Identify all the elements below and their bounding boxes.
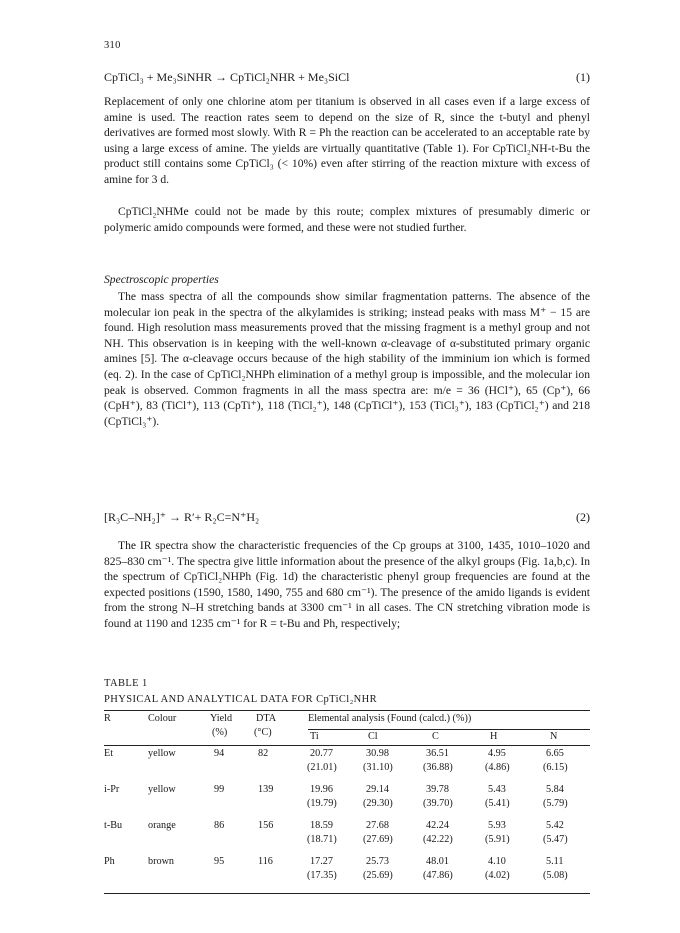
cell-calcd: (17.35) [307, 870, 337, 881]
cell-calcd: (5.47) [543, 834, 568, 845]
cell-calcd: (39.70) [423, 798, 453, 809]
cell-found: 39.78 [426, 784, 449, 795]
cell-found: 25.73 [366, 856, 389, 867]
equation-2-number: (2) [576, 510, 590, 524]
cell-calcd: (18.71) [307, 834, 337, 845]
header-elemental: Elemental analysis (Found (calcd.) (%)) [308, 713, 472, 724]
cell-calcd: (25.69) [363, 870, 393, 881]
cell-found: 5.84 [546, 784, 564, 795]
cell-r: Ph [104, 856, 115, 867]
cell-dta: 82 [258, 748, 269, 759]
cell-found: 18.59 [310, 820, 333, 831]
cell-colour: yellow [148, 784, 176, 795]
cell-found: 4.95 [488, 748, 506, 759]
header-dta-unit: (°C) [254, 727, 272, 738]
header-dta: DTA [256, 713, 277, 724]
header-ti: Ti [310, 731, 319, 742]
table-bottom-rule [104, 893, 590, 894]
cell-calcd: (21.01) [307, 762, 337, 773]
equation-2-text: [R₃C–NH₂]⁺ → R′+ R₂C=N⁺H₂ [104, 510, 260, 524]
equation-2 [104, 510, 590, 525]
header-n: N [550, 731, 558, 742]
cell-yield: 95 [214, 856, 225, 867]
header-c: C [432, 731, 439, 742]
cell-calcd: (19.79) [307, 798, 337, 809]
cell-found: 5.93 [488, 820, 506, 831]
cell-calcd: (31.10) [363, 762, 393, 773]
cell-calcd: (42.22) [423, 834, 453, 845]
cell-found: 5.42 [546, 820, 564, 831]
cell-calcd: (5.91) [485, 834, 510, 845]
table-label: TABLE 1 [104, 678, 148, 689]
table-top-rule [104, 710, 590, 711]
cell-colour: brown [148, 856, 175, 867]
cell-yield: 86 [214, 820, 225, 831]
header-r: R [104, 713, 111, 724]
cell-found: 36.51 [426, 748, 449, 759]
cell-found: 19.96 [310, 784, 333, 795]
cell-calcd: (27.69) [363, 834, 393, 845]
cell-calcd: (5.79) [543, 798, 568, 809]
header-h: H [490, 731, 498, 742]
cell-found: 20.77 [310, 748, 333, 759]
cell-yield: 99 [214, 784, 225, 795]
cell-calcd: (4.86) [485, 762, 510, 773]
equation-1-number: (1) [576, 70, 590, 84]
cell-r: i-Pr [104, 784, 120, 795]
cell-calcd: (36.88) [423, 762, 453, 773]
cell-found: 42.24 [426, 820, 449, 831]
header-cl: Cl [368, 731, 378, 742]
cell-found: 27.68 [366, 820, 389, 831]
cell-dta: 156 [258, 820, 274, 831]
cell-found: 4.10 [488, 856, 506, 867]
cell-calcd: (6.15) [543, 762, 568, 773]
paragraph-2: CpTiCl₂NHMe could not be made by this route; complex mixtures of presumably dimeric or polymeric amido compounds were formed, and these were not studied further. [104, 205, 590, 234]
table-header-rule [104, 745, 590, 746]
cell-colour: orange [148, 820, 176, 831]
cell-calcd: (29.30) [363, 798, 393, 809]
cell-calcd: (5.08) [543, 870, 568, 881]
cell-found: 30.98 [366, 748, 389, 759]
cell-calcd: (5.41) [485, 798, 510, 809]
equation-1 [104, 70, 590, 85]
elemental-rule [308, 729, 590, 730]
cell-found: 17.27 [310, 856, 333, 867]
header-colour: Colour [148, 713, 177, 724]
header-yield-unit: (%) [212, 727, 228, 738]
paragraph-4: The IR spectra show the characteristic frequencies of the Cp groups at 3100, 1435, 1010–1020 and 825–830 cm⁻¹. The spectra give little information about the presence of the alkyl groups (Fig. 1a,b,c). In the spectrum of CpTiCl₂NHPh (Fig. 1d) the characteristic phenyl group frequencies are found at the expected positions (1590, 1580, 1490, 755 and 680 cm⁻¹). The presence of the amido ligands is evident from the strong N–H stretching bands at 3300 cm⁻¹ in all cases. The CN stretching vibration mode is found at 1190 and 1235 cm⁻¹ for R = t-Bu and Ph, respectively; [104, 539, 590, 630]
cell-found: 5.43 [488, 784, 506, 795]
paragraph-3: The mass spectra of all the compounds show similar fragmentation patterns. The absence of the molecular ion peak in the spectra of the alkylamides is striking; instead peaks with mass M⁺ − 15 are found. High resolution mass measurements proved that the missing fragment is a methyl group and not NH. This observation is in keeping with the well-known α-cleavage of α-substituted primary organic amines [5]. The α-cleavage occurs because of the high stability of the imminium ion which is formed (eq. 2). In the case of CpTiCl₂NHPh elimination of a methyl group is impossible, and the molecular ion peak is observed. Common fragments in all the mass spectra are: m/e = 36 (HCl⁺), 65 (Cp⁺), 66 (CpH⁺), 83 (TiCl⁺), 113 (CpTi⁺), 118 (TiCl₂⁺), 148 (CpTiCl⁺), 153 (TiCl₃⁺), 183 (CpTiCl₂⁺) and 218 (CpTiCl₃⁺). [104, 290, 590, 428]
cell-r: Et [104, 748, 114, 759]
cell-found: 5.11 [546, 856, 564, 867]
equation-1-text: CpTiCl₃ + Me₃SiNHR → CpTiCl₂NHR + Me₃SiCl [104, 70, 350, 84]
header-yield: Yield [210, 713, 233, 724]
cell-calcd: (47.86) [423, 870, 453, 881]
cell-r: t-Bu [104, 820, 123, 831]
page-number: 310 [104, 40, 121, 51]
cell-found: 6.65 [546, 748, 564, 759]
table-title: PHYSICAL AND ANALYTICAL DATA FOR CpTiCl₂NHR [104, 694, 378, 705]
cell-found: 29.14 [366, 784, 389, 795]
section-heading: Spectroscopic properties [104, 273, 219, 286]
cell-dta: 139 [258, 784, 274, 795]
cell-yield: 94 [214, 748, 225, 759]
cell-colour: yellow [148, 748, 176, 759]
paragraph-1: Replacement of only one chlorine atom per titanium is observed in all cases even if a large excess of amine is used. The reaction rates seem to depend on the size of R, since the t-butyl and phenyl derivatives are formed most slowly. With R = Ph the reaction can be accelerated to an acceptable rate by using a large excess of amine. The yields are virtually quantitative (Table 1). For CpTiCl₂NH-t-Bu the product still contains some CpTiCl₃ (< 10%) even after stirring of the reaction mixture with excess of amine for 3 d. [104, 95, 590, 186]
cell-dta: 116 [258, 856, 273, 867]
cell-calcd: (4.02) [485, 870, 510, 881]
cell-found: 48.01 [426, 856, 449, 867]
